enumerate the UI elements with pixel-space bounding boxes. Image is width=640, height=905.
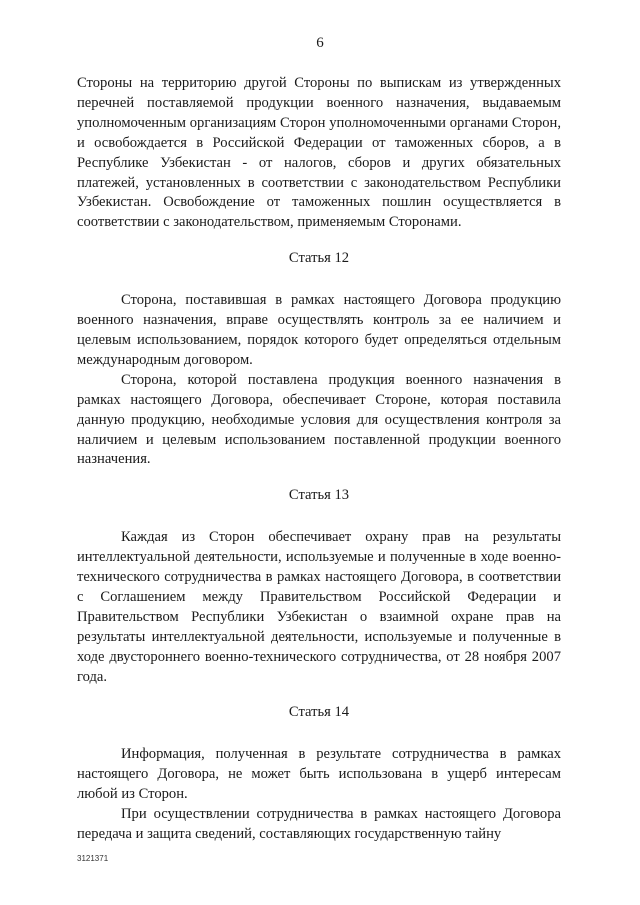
article-12-heading: Статья 12 bbox=[288, 250, 350, 267]
paragraph-continuation: Стороны на территорию другой Стороны по выпискам из утвержденных перечней поставляемой продукции военного назначения, выдаваемым уполномоченным организациям Сторон уполномоченными органами Сторон, и освобождается в Российской Федерации от таможенных сборов, а в Республике Узбекистан - от налогов, сборов и других обязательных платежей, установленных в соответствии с законодательством Республики Узбекистан. Освобождение от таможенных пошлин осуществляется в соответствии с законодательством, применяемым Сторонами. bbox=[77, 75, 561, 231]
document-code: 3121371 bbox=[77, 854, 109, 863]
page-number: 6 bbox=[316, 35, 324, 51]
article-14-heading: Статья 14 bbox=[288, 704, 350, 721]
article-12-paragraph-1: Сторона, поставившая в рамках настоящего Договора продукцию военного назначения, вправе осуществлять контроль за ее наличием и целевым использованием, порядок которого будет определяться отдельным международным договором. bbox=[77, 292, 561, 368]
document-body bbox=[77, 74, 561, 845]
article-12-paragraph-2: Сторона, которой поставлена продукция военного назначения в рамках настоящего Договора, обеспечивает Стороне, которая поставила данную продукцию, необходимые условия для осуществления контроля за наличием и целевым использованием поставленной продукции военного назначения. bbox=[77, 371, 561, 468]
article-14-paragraph-1: Информация, полученная в результате сотрудничества в рамках настоящего Договора, не может быть использована в ущерб интересам любой из Сторон. bbox=[77, 746, 561, 803]
article-14-paragraph-2: При осуществлении сотрудничества в рамках настоящего Договора передача и защита сведений, составляющих государственную тайну bbox=[77, 806, 561, 842]
article-13-heading: Статья 13 bbox=[288, 487, 350, 504]
article-13-paragraph-1: Каждая из Сторон обеспечивает охрану прав на результаты интеллектуальной деятельности, используемые и полученные в ходе военно-технического сотрудничества в рамках настоящего Договора, в соответствии с Соглашением между Правительством Российской Федерации и Правительством Республики Узбекистан о взаимной охране прав на результаты интеллектуальной деятельности, используемые и полученные в ходе двустороннего военно-технического сотрудничества, от 28 ноября 2007 года. bbox=[77, 529, 561, 685]
